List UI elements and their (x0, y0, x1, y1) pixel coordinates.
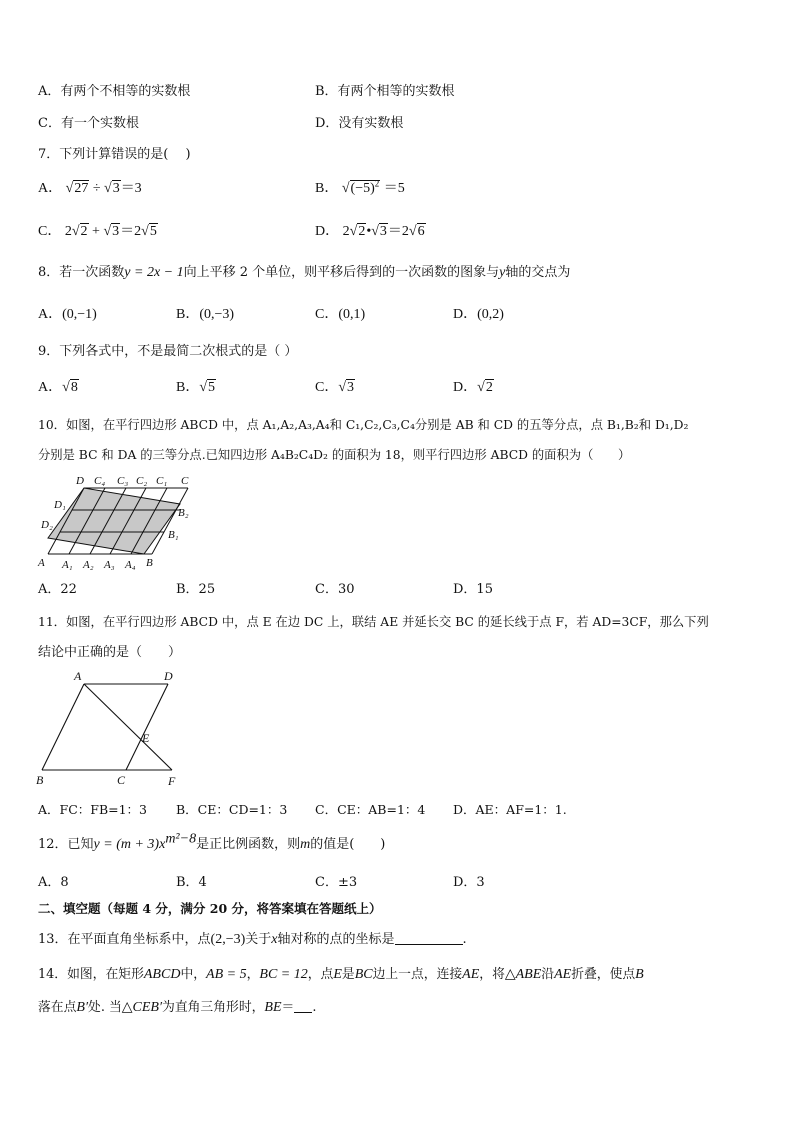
q11-stem-line1: 11．如图，在平行四边形 ABCD 中，点 E 在边 DC 上，联结 AE 并延长交 BC 的延长线于点 F，若 AD=3CF，那么下列 (38, 615, 709, 629)
section-2-title: 二、填空题（每题 4 分，满分 20 分，将答案填在答题纸上） (38, 901, 382, 916)
q10-label-c2: C₂ (136, 475, 148, 487)
q14-stem-line1: 14．如图，在矩形ABCD中，AB = 5，BC = 12，点E是BC边上一点，连接AE，将△ABE沿AE折叠，使点B (38, 967, 644, 982)
q12-option-d: D．3 (453, 875, 485, 890)
q10-label-a4: A₄ (125, 559, 136, 571)
q11-option-d: D．AE：AF=1：1. (453, 802, 567, 817)
q9-option-c: C．√3 (315, 380, 355, 395)
q10-label-a2: A₂ (83, 559, 94, 571)
q6-option-d: D．没有实数根 (315, 116, 404, 131)
q11-option-a: A．FC：FB=1：3 (38, 802, 148, 817)
q9-stem: 9．下列各式中，不是最简二次根式的是（ ） (38, 344, 298, 359)
q10-option-b: B．25 (176, 582, 216, 597)
q13-stem: 13．在平面直角坐标系中，点(2,−3)关于x轴对称的点的坐标是 . (38, 932, 467, 947)
q10-parallelogram-figure (36, 470, 196, 574)
q11-option-c: C．CE：AB=1：4 (315, 802, 426, 817)
q11-label-f: F (168, 774, 176, 788)
q10-label-d1: D₁ (54, 499, 66, 511)
q7-stem: 7．下列计算错误的是( ) (38, 147, 191, 162)
q6-option-c: C．有一个实数根 (38, 116, 139, 131)
q11-label-a: A (74, 669, 82, 683)
q10-label-b: B (146, 557, 153, 569)
q10-label-a3: A₃ (104, 559, 115, 571)
q10-label-a: A (38, 557, 45, 569)
q10-stem-line2: 分别是 BC 和 DA 的三等分点.已知四边形 A₄B₂C₄D₂ 的面积为 18，则平行四边形 ABCD 的面积为（ ） (38, 448, 631, 462)
q9-option-a: A．√8 (38, 380, 78, 395)
q9-option-d: D．√2 (453, 380, 493, 395)
q8-stem: 8．若一次函数y = 2x − 1向上平移 2 个单位，则平移后得到的一次函数的图象与y轴的交点为 (38, 265, 571, 280)
q11-label-d: D (164, 669, 173, 683)
q10-option-c: C．30 (315, 582, 355, 597)
q10-shaded-quad (48, 488, 180, 554)
q6-option-a: A．有两个不相等的实数根 (38, 84, 191, 99)
q13-answer-blank[interactable] (395, 930, 463, 945)
q11-stem-line2: 结论中正确的是（ ） (38, 645, 182, 660)
q8-option-c: C．(0,1) (315, 307, 366, 322)
q10-label-d2: D₂ (41, 519, 53, 531)
q8-option-a: A．(0,−1) (38, 307, 97, 322)
q10-label-b1: B₁ (168, 529, 179, 541)
q8-option-d: D．(0,2) (453, 307, 504, 322)
q6-option-b: B．有两个相等的实数根 (315, 84, 455, 99)
q11-label-c: C (117, 773, 126, 787)
q10-label-c4: C₄ (94, 475, 106, 487)
q10-stem-line1: 10．如图，在平行四边形 ABCD 中，点 A₁,A₂,A₃,A₄和 C₁,C₂,C₃,C₄分别是 AB 和 CD 的五等分点，点 B₁,B₂和 D₁,D₂ (38, 418, 689, 432)
q11-label-e: E (142, 731, 150, 745)
q8-option-b: B．(0,−3) (176, 307, 235, 322)
q7-option-d: D． 2√2•√3＝2√6 (315, 224, 425, 239)
q10-label-d: D (76, 475, 84, 487)
q11-parallelogram-figure (32, 668, 192, 792)
q12-stem: 12．已知$y = (m + 3)x^{m^2-8}$是正比例函数，则m的值是( ) (38, 831, 386, 852)
q10-label-c1: C₁ (156, 475, 168, 487)
q14-stem-line2: 落在点B′处. 当△CEB′为直角三角形时，BE＝ . (38, 1000, 317, 1015)
q9-option-b: B．√5 (176, 380, 216, 395)
q11-label-b: B (36, 773, 44, 787)
q12-option-a: A．8 (38, 875, 69, 890)
q12-option-b: B．4 (176, 875, 207, 890)
q11-option-b: B．CE：CD=1：3 (176, 802, 288, 817)
q10-option-a: A．22 (38, 582, 77, 597)
q12-option-c: C．±3 (315, 875, 358, 890)
q7-option-a: A． √27 ÷ √3＝3 (38, 181, 142, 196)
q10-label-a1: A₁ (62, 559, 73, 571)
q7-option-c: C． 2√2 + √3＝2√5 (38, 224, 157, 239)
q10-label-b2: B₂ (178, 507, 189, 519)
q7-option-b: B． $√(-5)^2 =5$ (315, 178, 405, 196)
q14-answer-blank[interactable] (294, 998, 312, 1013)
q10-option-d: D．15 (453, 582, 493, 597)
q10-label-c3: C₃ (117, 475, 129, 487)
q10-label-c: C (181, 475, 189, 487)
